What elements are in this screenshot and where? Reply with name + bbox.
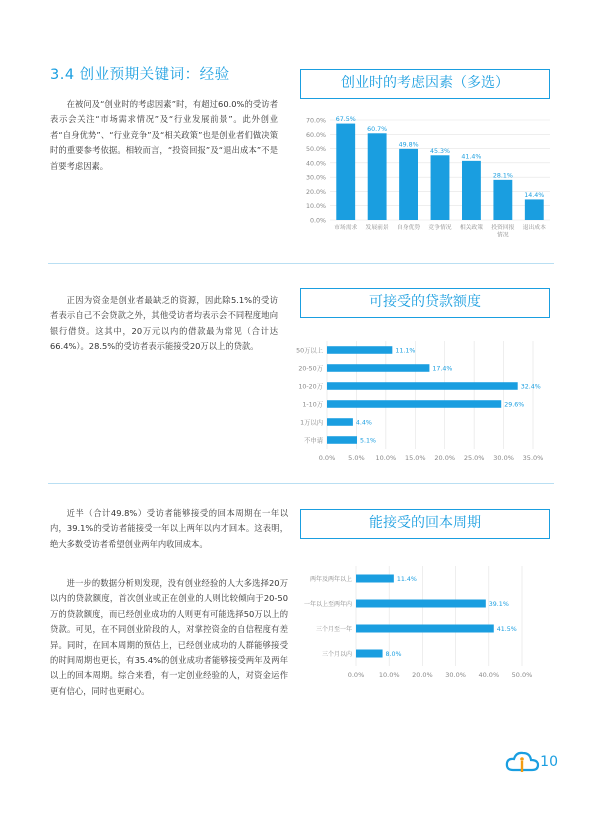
x-tick-label: 10.0% — [378, 671, 400, 679]
chart-title-payback-period: 能接受的回本周期 — [300, 509, 550, 539]
x-tick-label: 竞争情况 — [428, 225, 452, 231]
bar — [327, 418, 353, 426]
bar — [336, 124, 355, 220]
data-label: 28.1% — [492, 172, 513, 180]
bar — [399, 149, 418, 220]
x-tick-label: 30.0% — [445, 671, 466, 679]
bar — [462, 161, 481, 220]
chart-title-loan-amount: 可接受的贷款额度 — [300, 288, 550, 318]
x-tick-label: 0.0% — [347, 671, 365, 679]
y-tick-label: 不申请 — [304, 437, 323, 445]
x-tick-label: 10.0% — [375, 454, 397, 462]
paragraph-loan-amount: 正因为资金是创业者最缺乏的资源，因此除5.1%的受访者表示自己不会贷款之外，其他受访者均表示会不同程度地向银行借贷。这其中，20万元以内的借款最为常见（合计达66.4%）。28.5%的受访者表示能接受20万以上的贷款。 — [50, 295, 278, 352]
bar — [368, 133, 387, 220]
data-label: 8.0% — [385, 650, 402, 658]
x-tick-label: 相关政策 — [459, 225, 484, 231]
data-label: 11.1% — [395, 347, 416, 355]
bar — [327, 364, 429, 372]
x-tick-label: 情况 — [497, 232, 509, 239]
x-tick-label: 50.0% — [511, 671, 533, 679]
x-tick-label: 5.0% — [348, 454, 365, 462]
x-tick-label: 20.0% — [434, 454, 456, 462]
x-tick-label: 市场需求 — [334, 225, 358, 231]
x-tick-label: 退出成本 — [522, 225, 546, 231]
x-tick-label: 40.0% — [478, 671, 500, 679]
page-number: 10 — [540, 754, 558, 770]
paragraph-payback-period: 近半（合计49.8%）受访者能够接受的回本周期在一年以内，39.1%的受访者能接受一年以上两年以内才回本。这表明，绝大多数受访者希望创业两年内收回成本。 — [50, 508, 288, 549]
y-tick-label: 70.0% — [305, 117, 326, 125]
data-label: 41.4% — [461, 153, 482, 161]
data-label: 41.5% — [496, 625, 517, 633]
y-tick-label: 50万以上 — [296, 347, 323, 355]
data-label: 29.6% — [504, 401, 525, 409]
bar — [327, 400, 501, 408]
y-tick-label: 1万以内 — [300, 419, 323, 427]
x-tick-label: 25.0% — [463, 454, 485, 462]
y-tick-label: 三个月至一年 — [315, 625, 352, 633]
bar — [356, 650, 383, 658]
x-tick-label: 30.0% — [493, 454, 514, 462]
bar — [327, 382, 518, 390]
y-tick-label: 30.0% — [305, 174, 326, 182]
y-tick-label: 10.0% — [305, 203, 326, 211]
y-tick-label: 10-20万 — [298, 383, 323, 391]
divider — [48, 263, 554, 264]
bar — [493, 180, 512, 220]
y-tick-label: 50.0% — [305, 146, 326, 154]
y-tick-label: 三个月以内 — [321, 650, 352, 658]
y-tick-label: 两年及两年以上 — [309, 575, 352, 583]
chart-payback-period — [285, 562, 555, 687]
y-tick-label: 1-10万 — [302, 401, 323, 409]
bar — [431, 155, 450, 220]
chart-consideration-factors — [295, 115, 555, 255]
section-title: 3.4 创业预期关键词：经验 — [50, 67, 230, 83]
y-tick-label: 20-50万 — [298, 365, 323, 373]
data-label: 39.1% — [488, 600, 509, 608]
y-tick-label: 60.0% — [305, 131, 326, 139]
cloud-logo-icon — [505, 750, 541, 774]
data-label: 5.1% — [360, 437, 377, 445]
bar — [356, 625, 494, 633]
data-label: 67.5% — [335, 116, 356, 124]
data-label: 49.8% — [398, 141, 419, 149]
x-tick-label: 投资回报 — [491, 225, 515, 231]
paragraph-consideration-factors: 在被问及“创业时的考虑因素”时，有超过60.0%的受访者表示会关注“市场需求情况”及“行业发展前景”。此外创业者“自身优势”、“行业竞争”及“相关政策”也是创业者们做决策时的重要参考依据。相较而言，“投资回报”及“退出成本”不是首要考虑因素。 — [50, 99, 278, 171]
chart-loan-amount — [280, 337, 550, 467]
data-label: 14.4% — [524, 191, 545, 199]
bar — [327, 436, 357, 444]
x-tick-label: 20.0% — [412, 671, 433, 679]
x-tick-label: 0.0% — [318, 454, 336, 462]
y-tick-label: 0.0% — [310, 217, 326, 225]
bar — [356, 575, 394, 583]
y-tick-label: 20.0% — [305, 188, 326, 196]
bar — [327, 346, 392, 354]
x-tick-label: 自身优势 — [396, 225, 421, 231]
chart-title-consideration-factors: 创业时的考虑因素（多选） — [300, 69, 550, 99]
bar — [356, 600, 486, 608]
data-label: 60.7% — [367, 125, 388, 133]
bar — [525, 199, 544, 220]
x-tick-label: 35.0% — [522, 454, 544, 462]
x-tick-label: 发展前景 — [365, 225, 389, 231]
paragraph-further-analysis: 进一步的数据分析则发现，没有创业经验的人大多选择20万以内的贷款额度，首次创业或正在创业的人则比较倾向于20-50万的贷款额度，而已经创业成功的人则更有可能选择50万以上的贷款。可见，在不同创业阶段的人，对掌控资金的自信程度有差异。同时，在回本周期的预估上，已经创业成功的人群能够接受的时间周期也更长，有35.4%的创业成功者能够接受两年及两年以上的回本周期。综合来看，有一定创业经验的人，对资金运作更有信心，同时也更耐心。 — [50, 578, 288, 696]
data-label: 32.4% — [520, 383, 541, 391]
data-label: 11.4% — [396, 575, 417, 583]
data-label: 17.4% — [432, 365, 453, 373]
data-label: 4.4% — [355, 419, 372, 427]
y-tick-label: 一年以上至两年内 — [303, 600, 352, 608]
divider — [48, 483, 554, 484]
y-tick-label: 40.0% — [305, 160, 326, 168]
data-label: 45.3% — [429, 147, 451, 155]
x-tick-label: 15.0% — [404, 454, 426, 462]
